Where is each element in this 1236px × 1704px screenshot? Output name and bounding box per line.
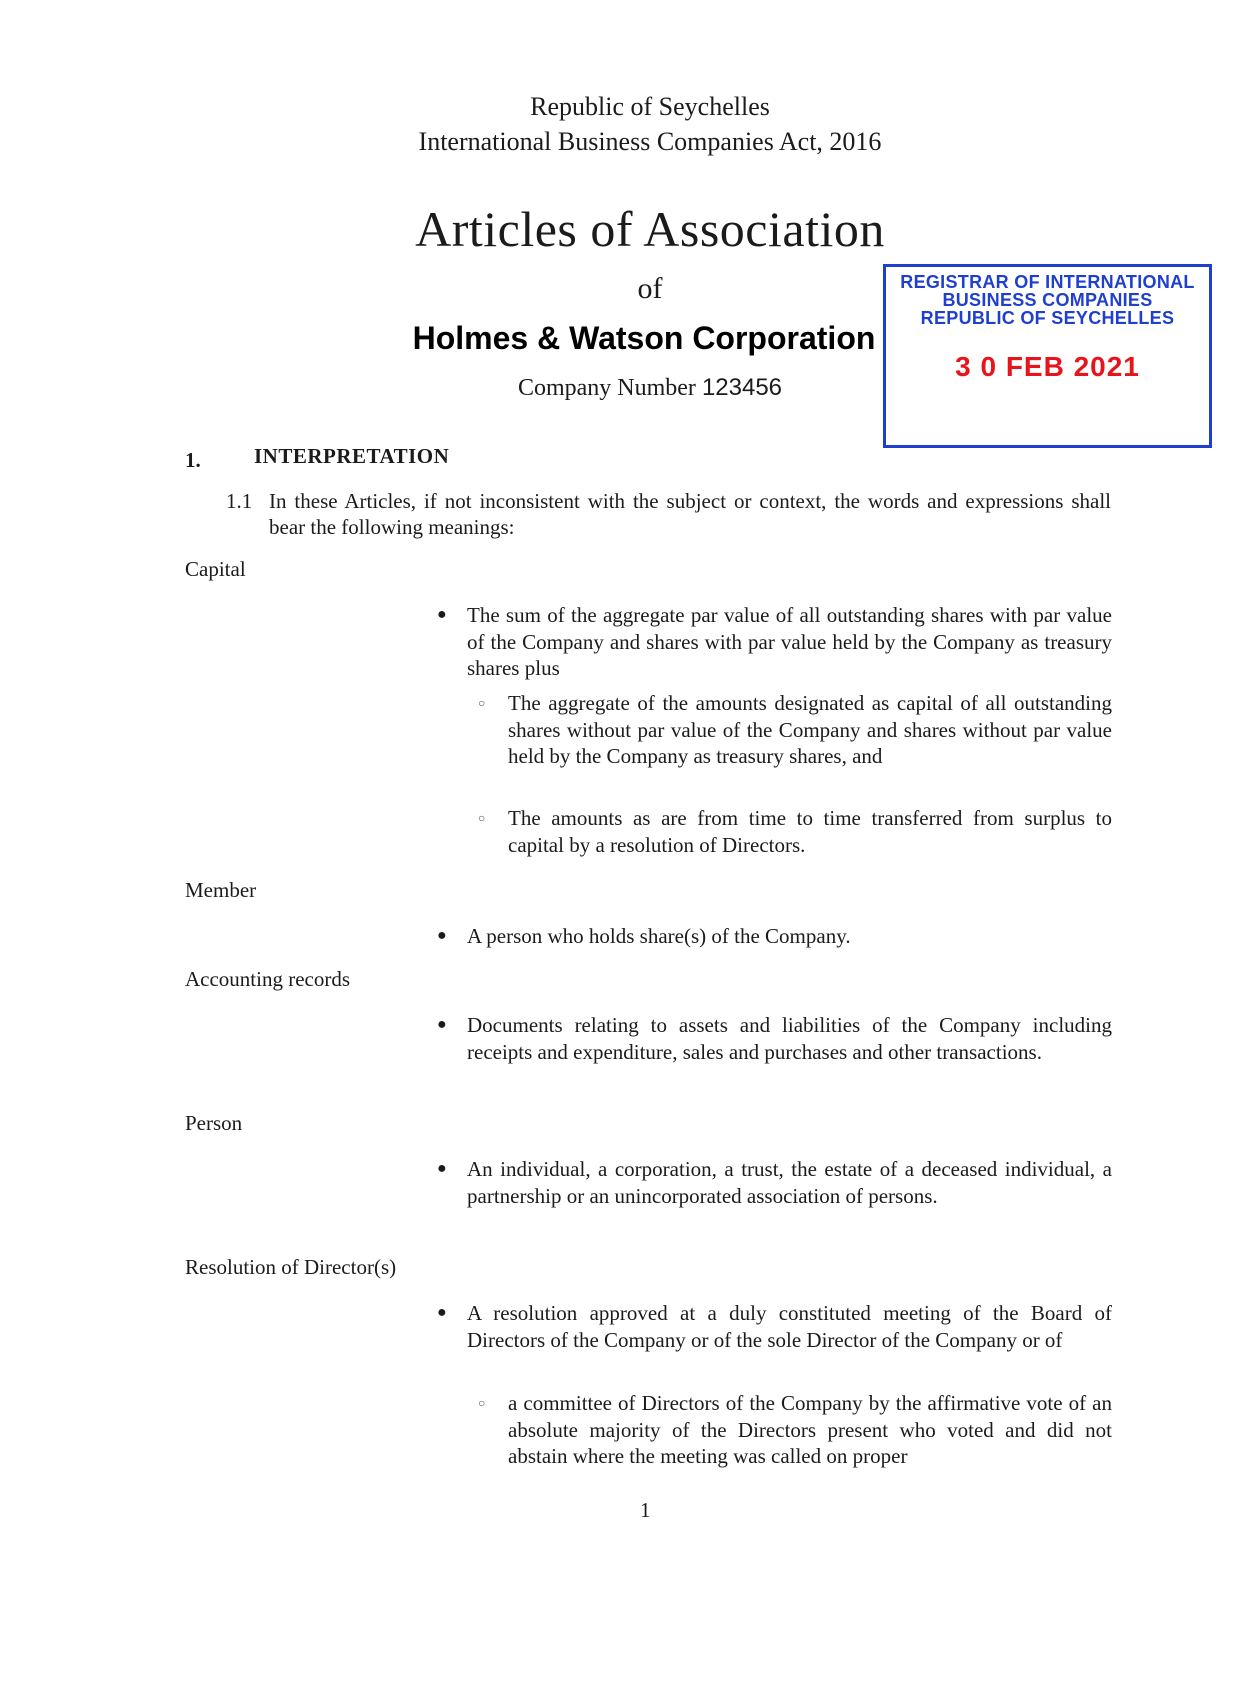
company-number-label: Company Number <box>517 375 702 401</box>
registrar-stamp <box>883 264 1212 448</box>
bullet-icon: ● <box>437 927 447 944</box>
definition-subitem <box>478 805 1112 858</box>
document-title: Articles of Association <box>415 201 885 257</box>
definition-term: Capital <box>185 557 246 581</box>
definition-subitem <box>478 690 1112 770</box>
section-title: INTERPRETATION <box>254 444 450 468</box>
stamp-line-2: BUSINESS COMPANIES <box>942 290 1153 310</box>
definition-text: Documents relating to assets and liabilities of the Company including receipts and expenditure, sales and purchases and other transactions. <box>467 1013 1112 1064</box>
act-line: International Business Companies Act, 2016 <box>418 127 882 156</box>
definition-bullet <box>437 923 1112 950</box>
definition-term: Resolution of Director(s) <box>185 1255 397 1279</box>
definition-bullet <box>437 1156 1112 1209</box>
section-number: 1. <box>185 448 201 472</box>
definition-bullet <box>437 602 1112 682</box>
definition-bullet <box>437 1300 1112 1353</box>
bullet-icon: ● <box>437 1304 447 1321</box>
stamp-line-1: REGISTRAR OF INTERNATIONAL <box>900 272 1195 292</box>
paragraph-number: 1.1 <box>226 489 253 513</box>
bullet-icon: ● <box>437 1016 447 1033</box>
definition-text: A person who holds share(s) of the Company. <box>467 924 851 948</box>
stamp-line-3: REPUBLIC OF SEYCHELLES <box>920 308 1175 328</box>
hollow-bullet-icon: ○ <box>478 696 486 710</box>
company-number: 123456 <box>701 374 783 401</box>
of-word: of <box>637 272 663 305</box>
hollow-bullet-icon: ○ <box>478 1396 486 1410</box>
company-name: Holmes & Watson Corporation <box>412 320 876 356</box>
page-number: 1 <box>640 1498 651 1522</box>
definition-text: A resolution approved at a duly constituted meeting of the Board of Directors of the Company or of the sole Director of the Company or of <box>467 1301 1112 1352</box>
paragraph-text: In these Articles, if not inconsistent with the subject or context, the words and expressions shall bear the following meanings: <box>269 489 1111 539</box>
subitem-text: The amounts as are from time to time transferred from surplus to capital by a resolution of Directors. <box>508 806 1112 857</box>
definition-text: An individual, a corporation, a trust, the estate of a deceased individual, a partnership or an unincorporated association of persons. <box>467 1157 1112 1208</box>
interpretation-paragraph <box>226 488 1111 540</box>
definition-subitem <box>478 1390 1112 1470</box>
definition-text: The sum of the aggregate par value of all outstanding shares with par value of the Company and shares with par value held by the Company as treasury shares plus <box>467 603 1112 680</box>
definition-term: Member <box>185 878 257 902</box>
subitem-text: The aggregate of the amounts designated as capital of all outstanding shares without par value of the Company and shares without par value held by the Company as treasury shares, and <box>508 691 1112 768</box>
bullet-icon: ● <box>437 1160 447 1177</box>
definition-bullet <box>437 1012 1112 1065</box>
bullet-icon: ● <box>437 606 447 623</box>
subitem-text: a committee of Directors of the Company by the affirmative vote of an absolute majority of the Directors present who voted and did not abstain where the meeting was called on proper <box>508 1391 1112 1468</box>
hollow-bullet-icon: ○ <box>478 811 486 825</box>
definition-term: Person <box>185 1111 243 1135</box>
jurisdiction-line: Republic of Seychelles <box>530 92 770 121</box>
definition-term: Accounting records <box>185 967 351 991</box>
stamp-date: 3 0 FEB 2021 <box>955 351 1140 382</box>
